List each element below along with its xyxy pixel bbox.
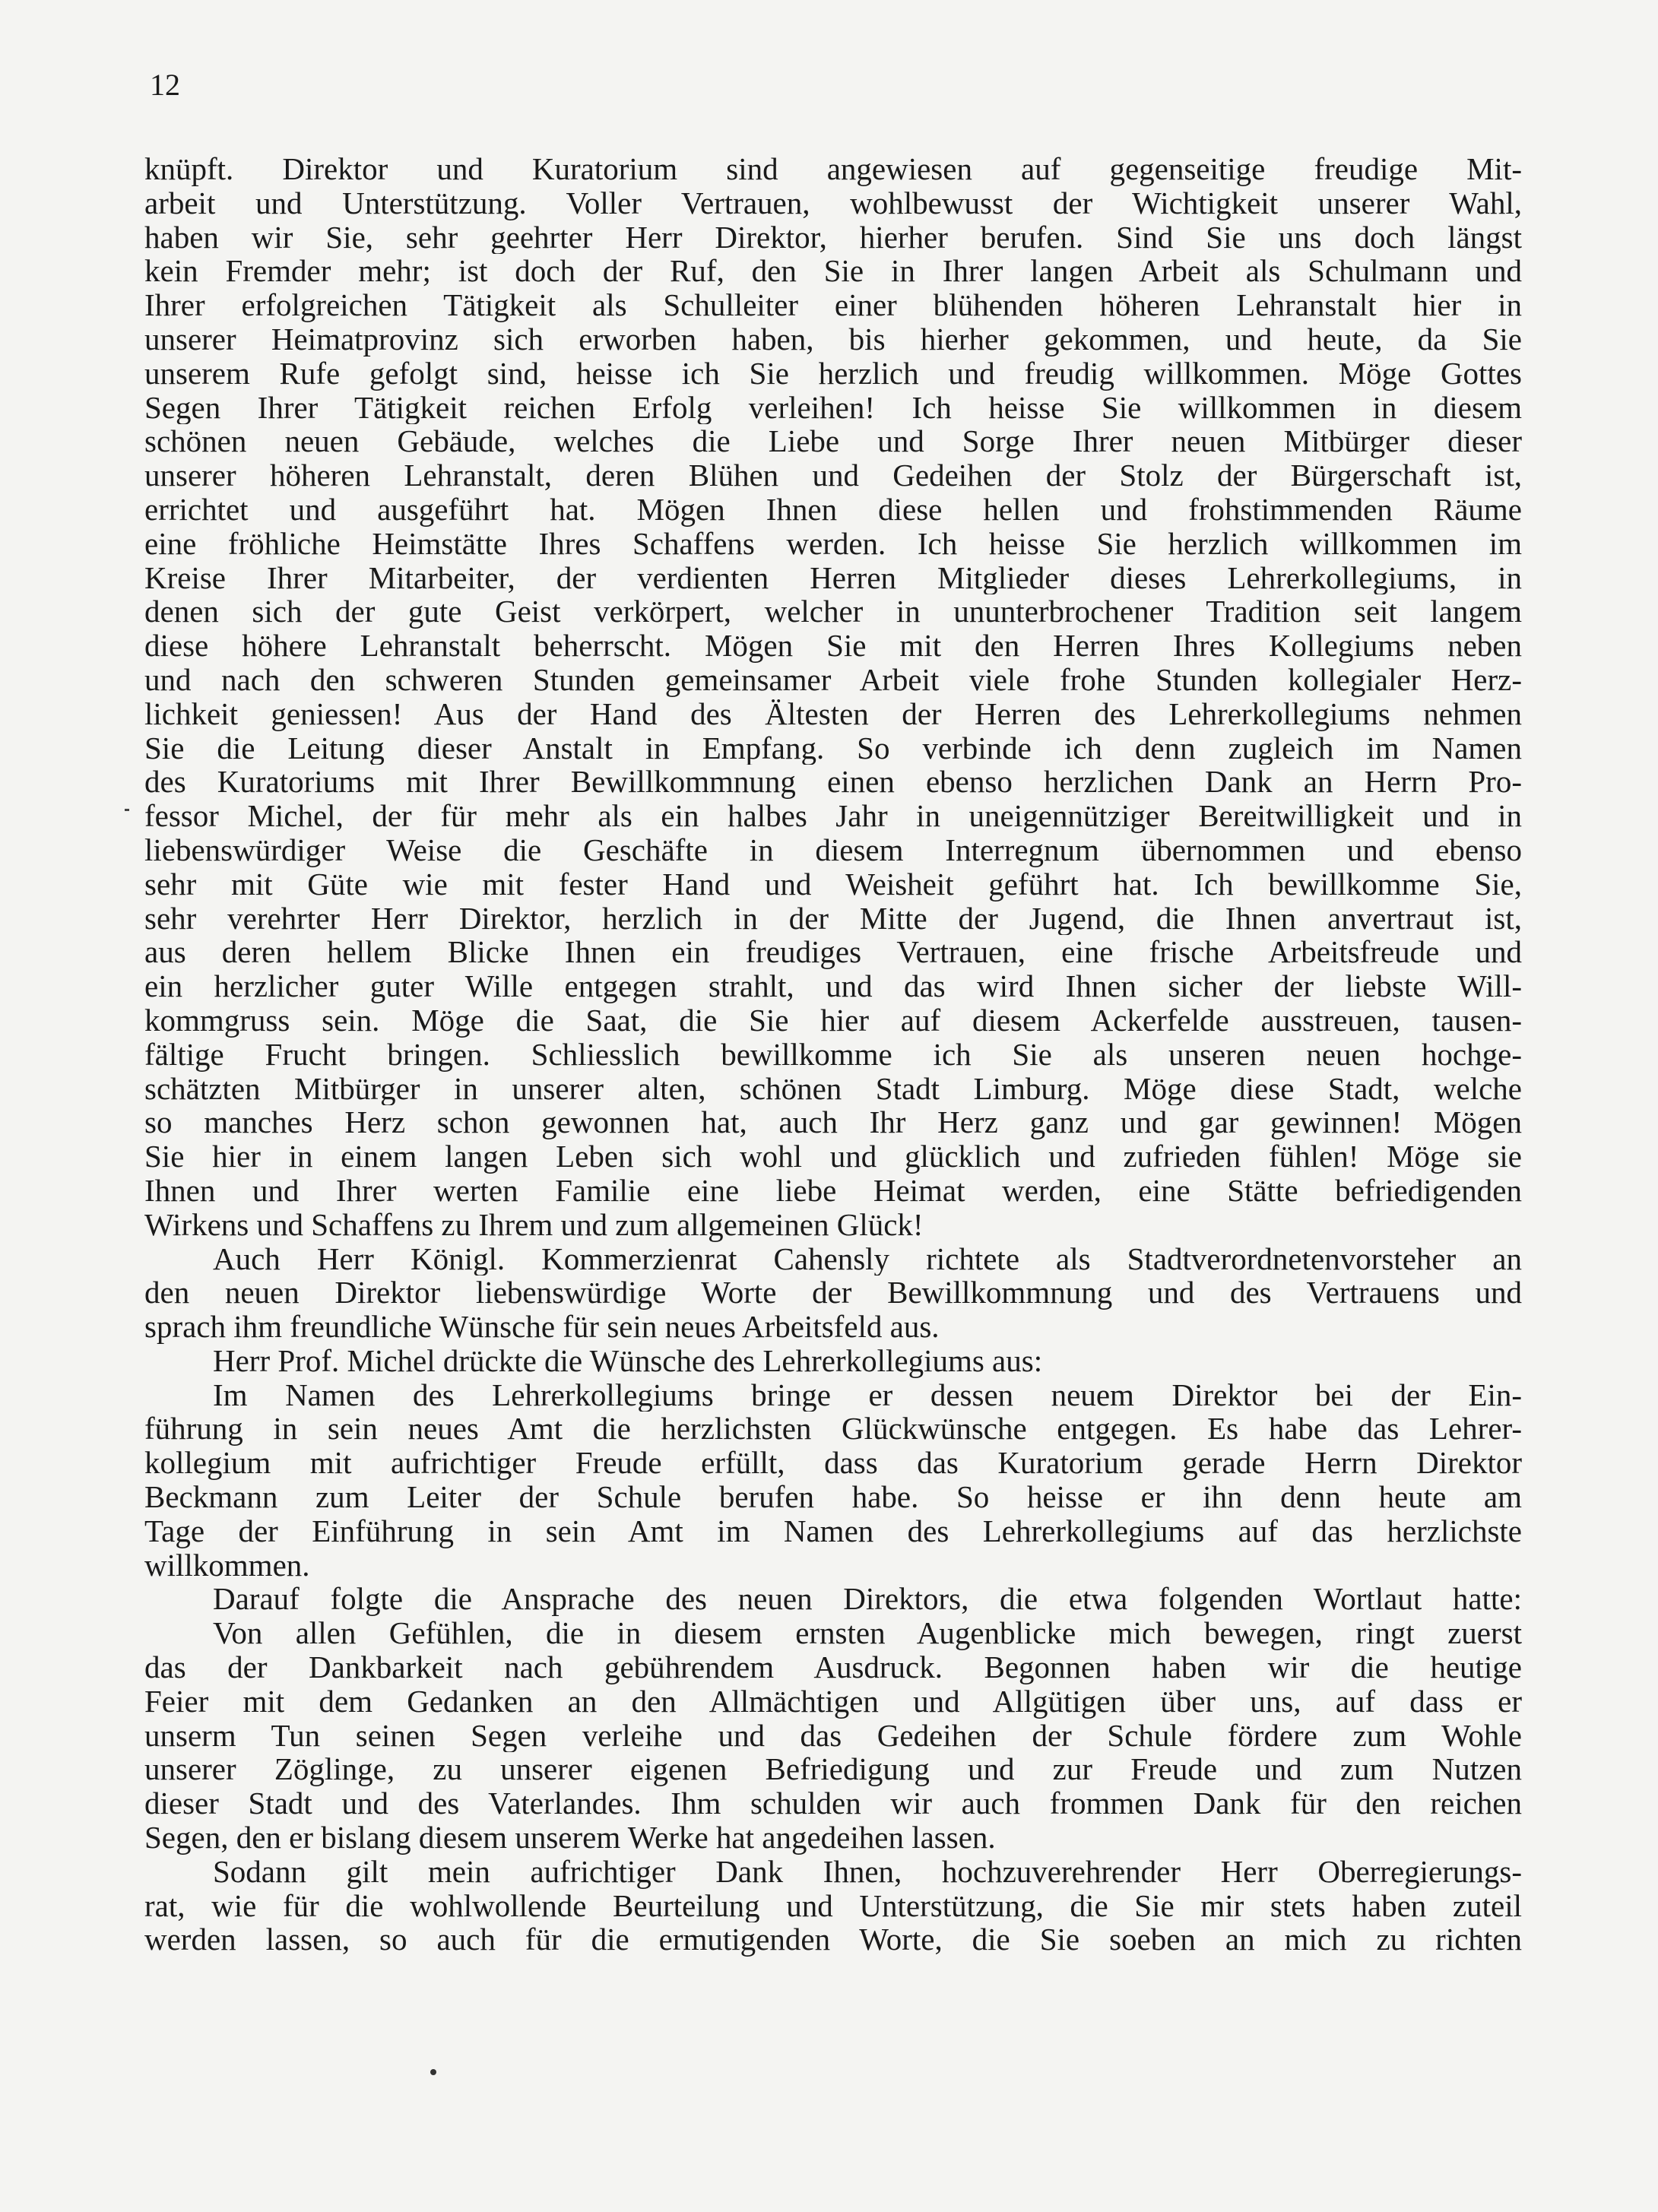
- text-line: Darauf folgte die Ansprache des neuen Direktors, die etwa folgenden Wortlaut hatte:: [213, 1582, 1522, 1617]
- text-line: des Kuratoriums mit Ihrer Bewillkommnung einen ebenso herzlichen Dank an Herrn Pro-: [144, 765, 1522, 800]
- text-line: aus deren hellem Blicke Ihnen ein freudiges Vertrauen, eine frische Arbeitsfreude und: [144, 935, 1522, 970]
- text-line: errichtet und ausgeführt hat. Mögen Ihnen diese hellen und frohstimmenden Räume: [144, 492, 1522, 527]
- page-number: 12: [150, 68, 180, 102]
- text-line: unserer höheren Lehranstalt, deren Blühen und Gedeihen der Stolz der Bürgerschaft ist,: [144, 458, 1522, 493]
- text-line: rat, wie für die wohlwollende Beurteilung und Unterstützung, die Sie mir stets haben zuteil: [144, 1888, 1522, 1923]
- text-line: Kreise Ihrer Mitarbeiter, der verdienten Herren Mitglieder dieses Lehrerkollegiums, in: [144, 560, 1522, 595]
- text-line: Beckmann zum Leiter der Schule berufen habe. So heisse er ihn denn heute am: [144, 1480, 1522, 1514]
- text-line: Segen Ihrer Tätigkeit reichen Erfolg verleihen! Ich heisse Sie willkommen in diesem: [144, 390, 1522, 425]
- text-line: Ihrer erfolgreichen Tätigkeit als Schulleiter einer blühenden höheren Lehranstalt hier in: [144, 288, 1522, 322]
- text-line: das der Dankbarkeit nach gebührendem Ausdruck. Begonnen haben wir die heutige: [144, 1650, 1522, 1684]
- text-line: unserm Tun seinen Segen verleihe und das Gedeihen der Schule fördere zum Wohle: [144, 1718, 1522, 1753]
- text-line: sprach ihm freundliche Wünsche für sein neues Arbeitsfeld aus.: [144, 1310, 940, 1344]
- text-line: Tage der Einführung in sein Amt im Namen des Lehrerkollegiums auf das herzlichste: [144, 1513, 1522, 1548]
- text-line: kommgruss sein. Möge die Saat, die Sie hier auf diesem Ackerfelde ausstreuen, tausen-: [144, 1003, 1522, 1038]
- text-line: unserem Rufe gefolgt sind, heisse ich Sie herzlich und freudig willkommen. Möge Gottes: [144, 356, 1522, 391]
- text-line: schönen neuen Gebäude, welches die Liebe und Sorge Ihrer neuen Mitbürger dieser: [144, 424, 1522, 459]
- text-line: und nach den schweren Stunden gemeinsamer Arbeit viele frohe Stunden kollegialer Herz-: [144, 662, 1522, 697]
- text-line: sehr verehrter Herr Direktor, herzlich in der Mitte der Jugend, die Ihnen anvertraut ist,: [144, 901, 1522, 936]
- text-line: Wirkens und Schaffens zu Ihrem und zum allgemeinen Glück!: [144, 1207, 924, 1242]
- text-line: schätzten Mitbürger in unserer alten, schönen Stadt Limburg. Möge diese Stadt, welche: [144, 1071, 1522, 1106]
- text-line: sehr mit Güte wie mit fester Hand und Weisheit geführt hat. Ich bewillkomme Sie,: [144, 867, 1522, 902]
- text-line: dieser Stadt und des Vaterlandes. Ihm schulden wir auch frommen Dank für den reichen: [144, 1786, 1522, 1821]
- text-line: arbeit und Unterstützung. Voller Vertrauen, wohlbewusst der Wichtigkeit unserer Wahl,: [144, 185, 1522, 220]
- text-line: Herr Prof. Michel drückte die Wünsche des Lehrerkollegiums aus:: [213, 1343, 1043, 1378]
- text-line: willkommen.: [144, 1548, 310, 1583]
- body-text: [144, 152, 1522, 1957]
- text-line: unserer Zöglinge, zu unserer eigenen Befriedigung und zur Freude und zum Nutzen: [144, 1752, 1522, 1787]
- text-line: Ihnen und Ihrer werten Familie eine liebe Heimat werden, eine Stätte befriedigenden: [144, 1173, 1522, 1208]
- text-line: liebenswürdiger Weise die Geschäfte in diesem Interregnum übernommen und ebenso: [144, 832, 1522, 867]
- text-line: kollegium mit aufrichtiger Freude erfüllt, dass das Kuratorium gerade Herrn Direktor: [144, 1446, 1522, 1481]
- text-line: kein Fremder mehr; ist doch der Ruf, den Sie in Ihrer langen Arbeit als Schulmann und: [144, 254, 1522, 289]
- text-line: Von allen Gefühlen, die in diesem ernsten Augenblicke mich bewegen, ringt zuerst: [213, 1616, 1522, 1651]
- ink-speck: [430, 2069, 436, 2075]
- text-line: Auch Herr Königl. Kommerzienrat Cahensly richtete als Stadtverordnetenvorsteher an: [213, 1241, 1522, 1276]
- text-line: Sodann gilt mein aufrichtiger Dank Ihnen, hochzuverehrender Herr Oberregierungs-: [213, 1854, 1522, 1889]
- text-line: so manches Herz schon gewonnen hat, auch Ihr Herz ganz und gar gewinnen! Mögen: [144, 1105, 1522, 1140]
- text-line: eine fröhliche Heimstätte Ihres Schaffens werden. Ich heisse Sie herzlich willkommen im: [144, 526, 1522, 561]
- text-line: führung in sein neues Amt die herzlichsten Glückwünsche entgegen. Es habe das Lehrer-: [144, 1412, 1522, 1447]
- text-line: knüpft. Direktor und Kuratorium sind angewiesen auf gegenseitige freudige Mit-: [144, 152, 1522, 186]
- text-line: Sie die Leitung dieser Anstalt in Empfang. So verbinde ich denn zugleich im Namen: [144, 730, 1522, 765]
- text-line: Im Namen des Lehrerkollegiums bringe er dessen neuem Direktor bei der Ein-: [213, 1377, 1522, 1412]
- text-line: Segen, den er bislang diesem unserem Werke hat angedeihen lassen.: [144, 1821, 996, 1855]
- text-line: denen sich der gute Geist verkörpert, welcher in ununterbrochener Tradition seit langem: [144, 594, 1522, 629]
- text-line: fältige Frucht bringen. Schliesslich bewillkomme ich Sie als unseren neuen hochge-: [144, 1037, 1522, 1072]
- text-line: Sie hier in einem langen Leben sich wohl und glücklich und zufrieden fühlen! Möge sie: [144, 1139, 1522, 1174]
- text-line: fessor Michel, der für mehr als ein halbes Jahr in uneigennütziger Bereitwilligkeit und in: [144, 799, 1522, 833]
- text-line: haben wir Sie, sehr geehrter Herr Direktor, hierher berufen. Sind Sie uns doch längst: [144, 220, 1522, 255]
- text-line: ein herzlicher guter Wille entgegen strahlt, und das wird Ihnen sicher der liebste Will-: [144, 969, 1522, 1003]
- text-line: den neuen Direktor liebenswürdige Worte der Bewillkommnung und des Vertrauens und: [144, 1276, 1522, 1310]
- text-line: lichkeit geniessen! Aus der Hand des Ältesten der Herren des Lehrerkollegiums nehmen: [144, 696, 1522, 731]
- text-line: Feier mit dem Gedanken an den Allmächtigen und Allgütigen über uns, auf dass er: [144, 1684, 1522, 1719]
- text-line: unserer Heimatprovinz sich erworben haben, bis hierher gekommen, und heute, da Sie: [144, 322, 1522, 357]
- margin-mark: [125, 809, 129, 811]
- text-line: diese höhere Lehranstalt beherrscht. Mögen Sie mit den Herren Ihres Kollegiums neben: [144, 629, 1522, 663]
- text-line: werden lassen, so auch für die ermutigenden Worte, die Sie soeben an mich zu richten: [144, 1922, 1522, 1957]
